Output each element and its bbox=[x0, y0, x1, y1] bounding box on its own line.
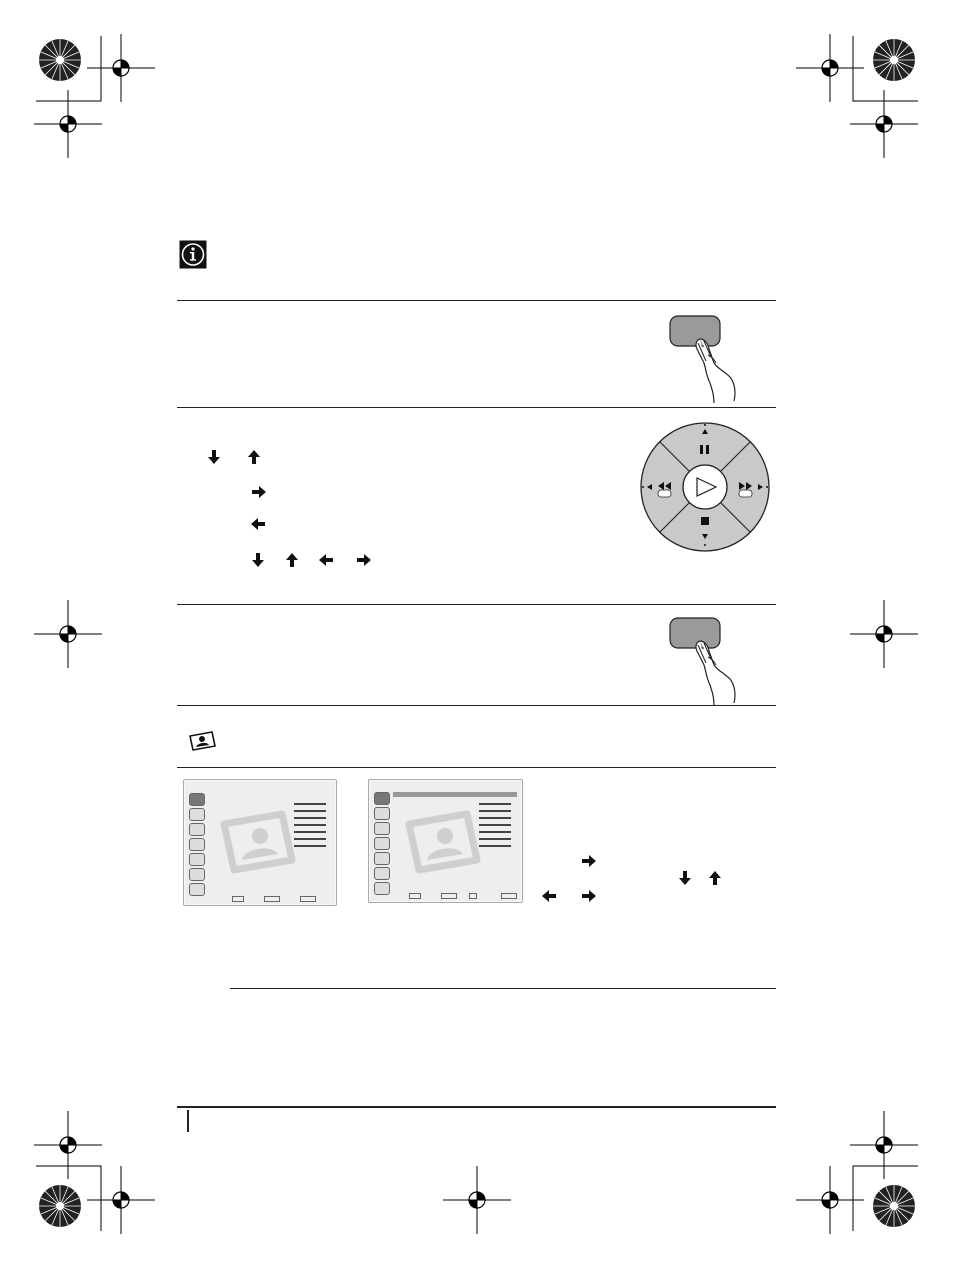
menu-sound-icon bbox=[189, 808, 205, 821]
divider bbox=[177, 767, 776, 768]
color-bar-star-icon bbox=[39, 39, 81, 81]
divider bbox=[177, 300, 776, 301]
menu-button-press-icon bbox=[664, 313, 744, 403]
page-number-bar bbox=[187, 1110, 189, 1132]
arrow-right-icon bbox=[581, 853, 597, 869]
arrow-left-icon bbox=[541, 888, 557, 904]
value-bar bbox=[294, 824, 326, 826]
menu-preset-icon bbox=[374, 867, 390, 880]
select-hint bbox=[469, 893, 477, 899]
color-bar-star-icon bbox=[873, 39, 915, 81]
highlighted-row bbox=[393, 792, 517, 797]
arrow-down-icon bbox=[206, 449, 222, 465]
osd-menu-screen-selected bbox=[368, 779, 523, 903]
menu-other-icon bbox=[374, 882, 390, 895]
remote-control-joystick-icon bbox=[638, 420, 772, 554]
arrow-down-icon bbox=[250, 552, 266, 568]
divider bbox=[177, 705, 776, 706]
value-bar bbox=[479, 824, 511, 826]
arrow-right-icon bbox=[251, 484, 267, 500]
value-bar bbox=[294, 831, 326, 833]
menu-timer-icon bbox=[374, 822, 390, 835]
arrow-down-icon bbox=[677, 870, 693, 886]
value-bar bbox=[479, 845, 511, 847]
menu-timer-icon bbox=[189, 823, 205, 836]
menu-button-press-icon bbox=[664, 615, 744, 705]
menu-picture-icon bbox=[374, 792, 390, 805]
divider bbox=[177, 407, 776, 408]
value-bar bbox=[294, 810, 326, 812]
value-bar bbox=[479, 838, 511, 840]
value-bar bbox=[294, 817, 326, 819]
ok-hint bbox=[441, 893, 457, 899]
footer-rule bbox=[177, 1106, 776, 1108]
info-icon bbox=[179, 240, 207, 269]
value-bar bbox=[479, 817, 511, 819]
arrow-left-icon bbox=[250, 516, 266, 532]
arrow-right-icon bbox=[356, 552, 372, 568]
menu-channel-icon bbox=[374, 852, 390, 865]
color-bar-star-icon bbox=[39, 1185, 81, 1227]
osd-menu-screen bbox=[183, 779, 337, 906]
picture-watermark-icon bbox=[220, 810, 296, 874]
picture-watermark-icon bbox=[405, 810, 481, 874]
arrow-left-icon bbox=[318, 552, 334, 568]
picture-adjust-icon bbox=[187, 730, 217, 752]
ok-hint bbox=[264, 896, 280, 902]
menu-sound-icon bbox=[374, 807, 390, 820]
value-bar bbox=[294, 803, 326, 805]
arrow-up-icon bbox=[284, 552, 300, 568]
menu-setup-icon bbox=[374, 837, 390, 850]
value-bar bbox=[479, 810, 511, 812]
menu-channel-icon bbox=[189, 853, 205, 866]
menu-hint bbox=[501, 893, 517, 899]
menu-other-icon bbox=[189, 883, 205, 896]
menu-preset-icon bbox=[189, 868, 205, 881]
divider bbox=[230, 988, 776, 989]
value-bar bbox=[294, 845, 326, 847]
arrow-up-icon bbox=[707, 870, 723, 886]
value-bar bbox=[479, 803, 511, 805]
arrow-up-icon bbox=[246, 449, 262, 465]
value-bar bbox=[294, 838, 326, 840]
value-bar bbox=[479, 831, 511, 833]
nav-hint bbox=[232, 896, 244, 902]
divider bbox=[177, 604, 776, 605]
color-bar-star-icon bbox=[873, 1185, 915, 1227]
arrow-right-icon bbox=[581, 888, 597, 904]
menu-setup-icon bbox=[189, 838, 205, 851]
nav-hint bbox=[409, 893, 421, 899]
menu-hint bbox=[300, 896, 316, 902]
menu-picture-icon bbox=[189, 793, 205, 806]
